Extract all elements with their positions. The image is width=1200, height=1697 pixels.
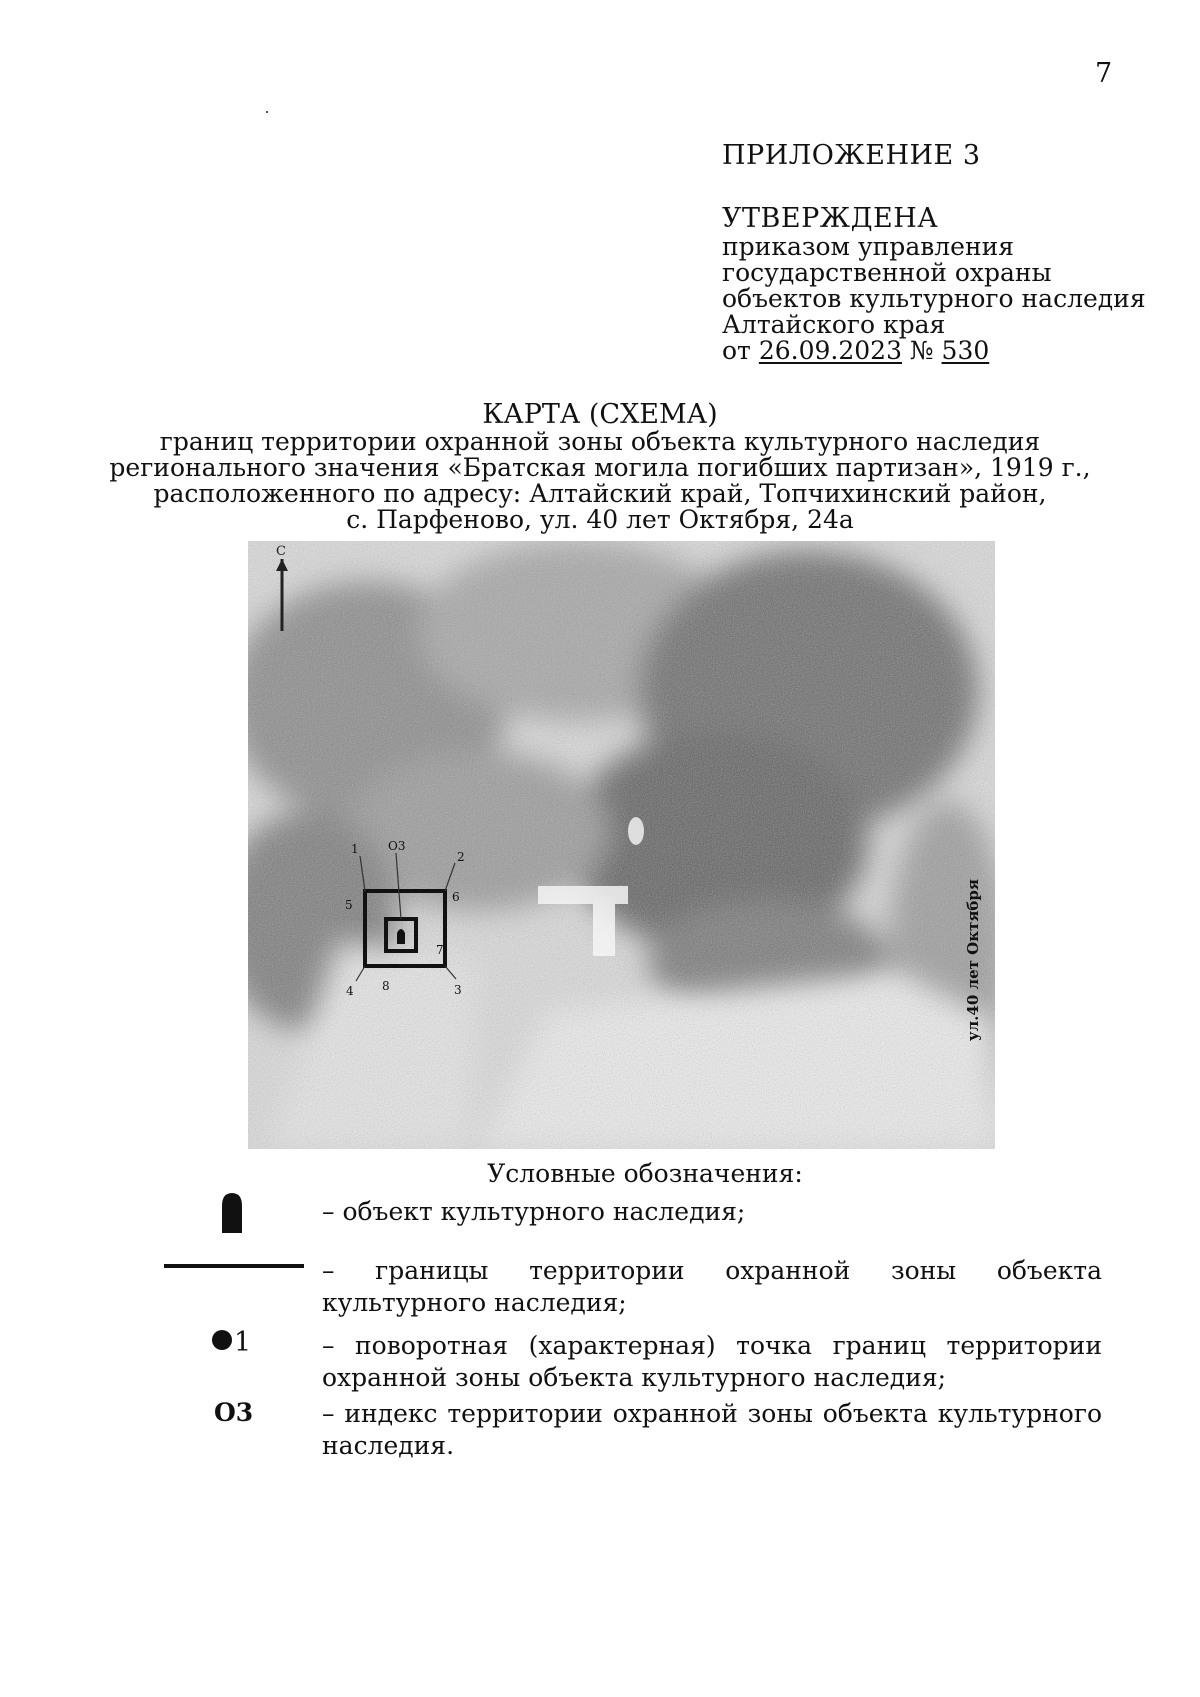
- approval-line: Алтайского края: [722, 310, 946, 339]
- approval-number: 530: [941, 336, 990, 365]
- legend-item-text: – индекс территории охранной зоны объекта культурного наследия.: [322, 1399, 1102, 1460]
- approval-line: объектов культурного наследия: [722, 284, 1146, 313]
- approval-date: 26.09.2023: [758, 336, 902, 365]
- title-line: расположенного по адресу: Алтайский край, Топчихинский район,: [153, 479, 1047, 508]
- point-marker-label: 1: [234, 1327, 252, 1358]
- aerial-map: [248, 541, 995, 1149]
- point-label-6: 6: [452, 890, 460, 904]
- legend-item-text: – объект культурного наследия;: [322, 1197, 746, 1226]
- point-label-7: 7: [436, 943, 444, 957]
- point-label-1: 1: [351, 842, 359, 856]
- legend-item-text: – границы территории охранной зоны объекта культурного наследия;: [322, 1256, 1102, 1317]
- approval-line: государственной охраны: [722, 258, 1052, 287]
- point-marker-symbol: [212, 1328, 251, 1358]
- point-label-3: 3: [454, 983, 462, 997]
- point-dot-icon: [212, 1330, 232, 1350]
- approval-block: [722, 203, 1146, 365]
- title-line: с. Парфеново, ул. 40 лет Октября, 24а: [346, 505, 854, 534]
- approval-line: приказом управления: [722, 232, 1015, 261]
- point-label-2: 2: [457, 850, 465, 864]
- appendix-heading: ПРИЛОЖЕНИЕ 3: [722, 140, 981, 171]
- document-title: [0, 399, 1200, 534]
- date-prefix: от: [722, 336, 759, 365]
- north-label: С: [276, 544, 286, 559]
- title-line: границ территории охранной зоны объекта культурного наследия: [159, 427, 1041, 456]
- zone-index-label: О3: [388, 839, 406, 853]
- approval-title: УТВЕРЖДЕНА: [722, 203, 939, 234]
- title-line: регионального значения «Братская могила погибших партизан», 1919 г.,: [109, 453, 1091, 482]
- number-prefix: №: [901, 336, 942, 365]
- legend-item-text: – поворотная (характерная) точка границ территории охранной зоны объекта культурного наследия;: [322, 1331, 1102, 1392]
- point-label-5: 5: [345, 898, 353, 912]
- legend-heading: Условные обозначения:: [487, 1159, 803, 1188]
- approval-date-line: [722, 338, 1146, 364]
- point-label-8: 8: [382, 979, 390, 993]
- title-main: КАРТА (СХЕМА): [482, 399, 718, 430]
- boundary-line-symbol: [164, 1262, 304, 1270]
- monument-icon: [221, 1192, 243, 1234]
- zone-index-symbol: О3: [214, 1398, 254, 1427]
- point-label-4: 4: [346, 984, 354, 998]
- monument-marker: [397, 929, 405, 944]
- street-label: ул.40 лет Октября: [964, 879, 982, 1041]
- scan-speck: [266, 111, 268, 113]
- page-number: 7: [1095, 58, 1113, 89]
